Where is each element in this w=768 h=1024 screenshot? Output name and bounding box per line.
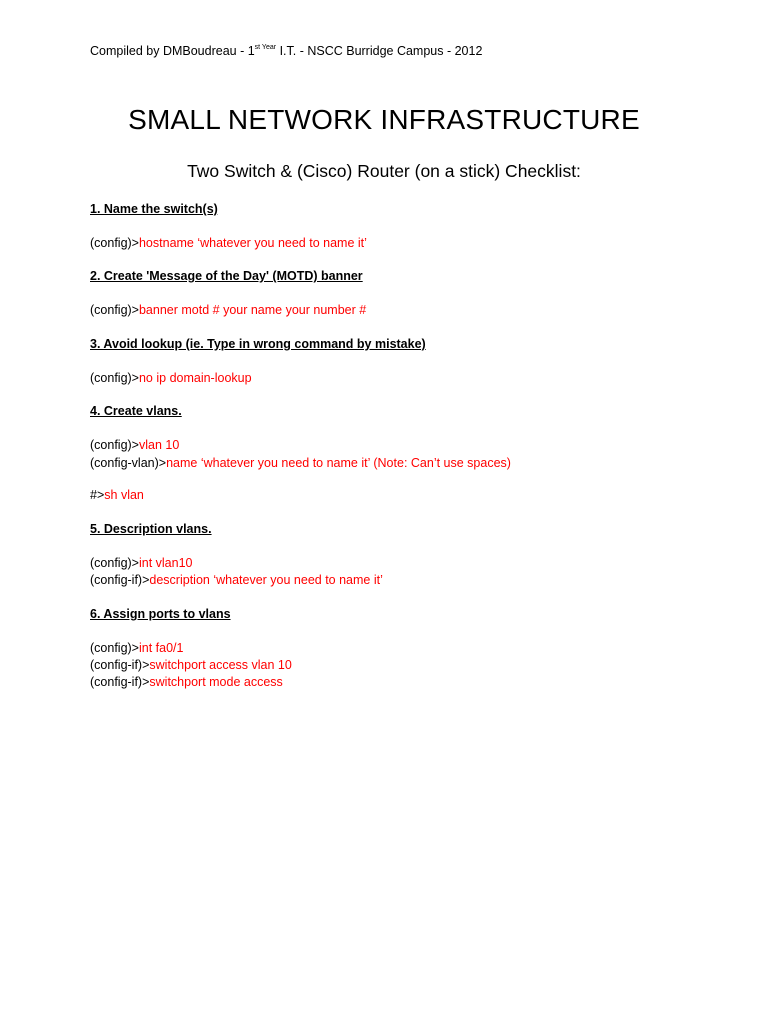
- command-line: [90, 675, 283, 689]
- page-header: [90, 44, 482, 58]
- command-line: [90, 488, 144, 502]
- section-heading-avoid-lookup: 3. Avoid lookup (ie. Type in wrong command by mistake): [90, 337, 426, 351]
- prompt: (config)>: [90, 641, 139, 655]
- command-text: no ip domain-lookup: [138, 371, 252, 385]
- command-text: switchport access vlan 10: [149, 658, 292, 672]
- command-text: int fa0/1: [138, 641, 184, 655]
- document-subtitle: Two Switch & (Cisco) Router (on a stick) Checklist:: [187, 161, 581, 181]
- command-text: int vlan10: [138, 556, 193, 570]
- prompt: (config-vlan)>: [90, 456, 167, 470]
- section-heading-create-vlans: 4. Create vlans.: [90, 404, 182, 418]
- prompt: (config-if)>: [90, 573, 150, 587]
- command-line: [90, 236, 367, 250]
- section-heading-description-vlans: 5. Description vlans.: [90, 522, 212, 536]
- prompt: (config)>: [90, 371, 139, 385]
- command-text: vlan 10: [138, 438, 180, 452]
- command-text: switchport mode access: [149, 675, 283, 689]
- prompt: (config-if)>: [90, 658, 150, 672]
- prompt: (config)>: [90, 303, 139, 317]
- command-text: banner motd # your name your number #: [138, 303, 367, 317]
- prompt: (config)>: [90, 438, 139, 452]
- section-heading-assign-ports: 6. Assign ports to vlans: [90, 607, 231, 621]
- prompt: #>: [90, 488, 105, 502]
- prompt: (config)>: [90, 556, 139, 570]
- command-text: description ‘whatever you need to name it’: [149, 573, 383, 587]
- command-line: [90, 438, 179, 452]
- section-heading-motd-banner: 2. Create 'Message of the Day' (MOTD) banner: [90, 269, 363, 283]
- section-heading-name-switch: 1. Name the switch(s): [90, 202, 218, 216]
- header-superscript: st Year: [254, 44, 277, 51]
- command-text: name ‘whatever you need to name it’ (Note: Can’t use spaces): [166, 456, 511, 470]
- command-line: [90, 303, 366, 317]
- header-prefix: Compiled by DMBoudreau - 1: [90, 44, 255, 58]
- command-line: [90, 456, 511, 470]
- command-line: [90, 556, 193, 570]
- prompt: (config-if)>: [90, 675, 150, 689]
- document-title: SMALL NETWORK INFRASTRUCTURE: [128, 104, 640, 135]
- command-text: sh vlan: [104, 488, 144, 502]
- command-line: [90, 573, 383, 587]
- command-line: [90, 641, 183, 655]
- prompt: (config)>: [90, 236, 139, 250]
- command-text: hostname ‘whatever you need to name it’: [138, 236, 367, 250]
- command-line: [90, 658, 292, 672]
- command-line: [90, 371, 252, 385]
- header-suffix: I.T. - NSCC Burridge Campus - 2012: [276, 44, 483, 58]
